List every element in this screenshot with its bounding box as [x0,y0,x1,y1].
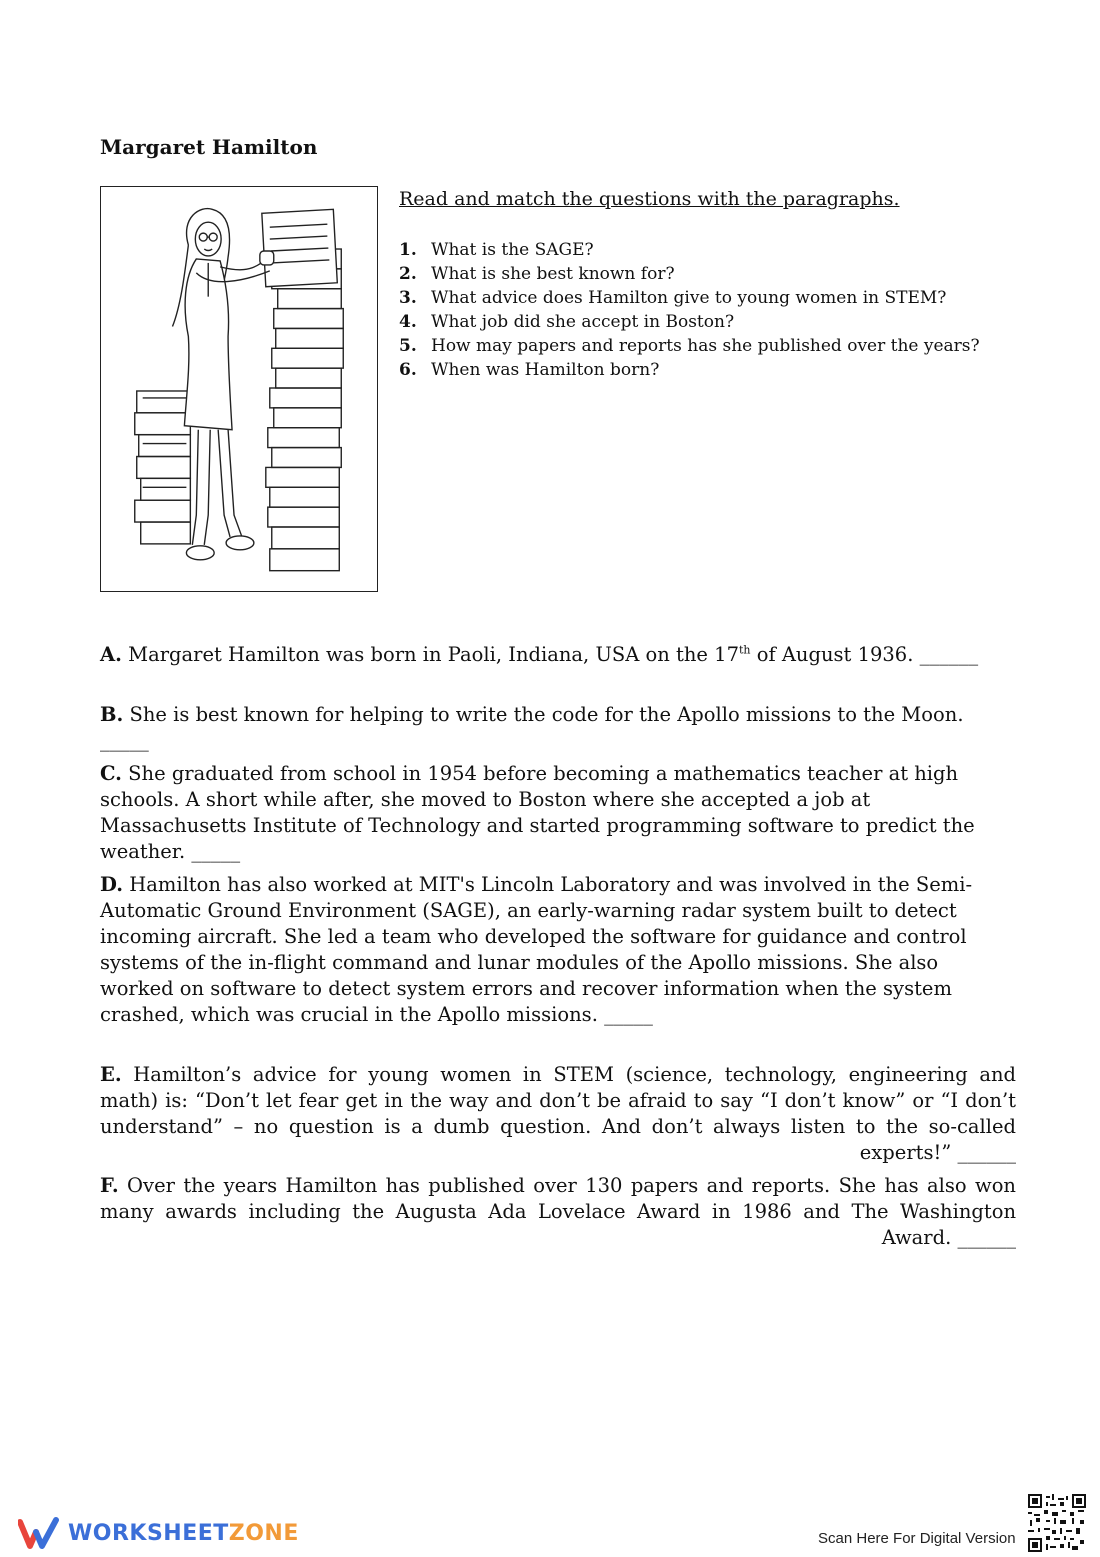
paragraph-b [100,702,1016,754]
paragraph-text: She is best known for helping to write the code for the Apollo missions to the Moon. _____ [100,703,964,752]
paragraph-letter: D. [100,873,124,896]
question-item [399,238,980,262]
question-number: 2. [399,264,417,284]
paragraph-letter: A. [100,643,122,666]
question-text: What is the SAGE? [431,240,594,260]
page-title: Margaret Hamilton [100,135,318,159]
paragraph-f [100,1173,1016,1251]
paragraph-text: Margaret Hamilton was born in Paoli, Indiana, USA on the 17 [121,643,739,666]
paragraph-text: Hamilton’s advice for young women in STEM (science, technology, engineering and math) is: “Don’t let fear get in the way and don’t be afraid to say “I don’t know” or “I don’t understand” – no question is a dumb question. And don’t always listen to the so-called experts!” ______ [100,1063,1016,1164]
question-list [399,238,980,382]
logo-word-worksheet: WORKSHEET [68,1520,229,1546]
paragraph-a [100,642,1016,668]
worksheetzone-logo[interactable] [18,1516,299,1550]
question-item [399,310,980,334]
question-text: What is she best known for? [431,264,675,284]
question-number: 3. [399,288,417,308]
worksheetzone-w-icon [18,1516,60,1550]
scan-caption: Scan Here For Digital Version [818,1530,1016,1547]
question-text: What job did she accept in Boston? [431,312,735,332]
question-item [399,358,980,382]
paragraph-e [100,1062,1016,1166]
paragraph-text: Hamilton has also worked at MIT's Lincoln Laboratory and was involved in the Semi-Automatic Ground Environment (SAGE), an early-warning radar system built to detect incoming aircraft. She led a team who developed the software for guidance and control systems of the in-flight command and lunar modules of the Apollo missions. She also worked on software to detect system errors and recover information when the system crashed, which was crucial in the Apollo missions. _____ [100,873,973,1026]
paragraph-text: She graduated from school in 1954 before becoming a mathematics teacher at high schools. A short while after, she moved to Boston where she accepted a job at Massachusetts Institute of Technology and started programming software to predict the weather. _____ [100,762,975,863]
paragraph-text: Over the years Hamilton has published over 130 papers and reports. She has also won many awards including the Augusta Ada Lovelace Award in 1986 and The Washington Award. ______ [100,1174,1016,1249]
logo-wordmark [68,1521,299,1546]
paragraph-letter: B. [100,703,124,726]
qr-code-icon[interactable] [1028,1494,1086,1552]
paragraph-d [100,872,1016,1028]
question-item [399,262,980,286]
question-number: 5. [399,336,417,356]
paragraph-letter: E. [100,1063,122,1086]
paragraph-letter: F. [100,1174,119,1197]
paragraph-text-end: of August 1936. ______ [750,643,979,666]
question-text: What advice does Hamilton give to young women in STEM? [431,288,947,308]
question-text: How may papers and reports has she published over the years? [431,336,980,356]
question-text: When was Hamilton born? [431,360,660,380]
question-number: 1. [399,240,417,260]
woman-with-paper-stacks-illustration [101,187,377,591]
question-item [399,334,980,358]
paragraph-letter: C. [100,762,122,785]
illustration-frame [100,186,378,592]
left-paper-stack [135,391,191,544]
question-number: 4. [399,312,417,332]
logo-word-zone: ZONE [228,1520,299,1546]
paragraph-c [100,761,1016,865]
question-number: 6. [399,360,417,380]
instruction-heading: Read and match the questions with the paragraphs. [399,188,900,210]
ordinal-suffix: th [738,643,751,657]
right-paper-stack [266,249,343,571]
woman-figure [172,209,273,560]
question-item [399,286,980,310]
